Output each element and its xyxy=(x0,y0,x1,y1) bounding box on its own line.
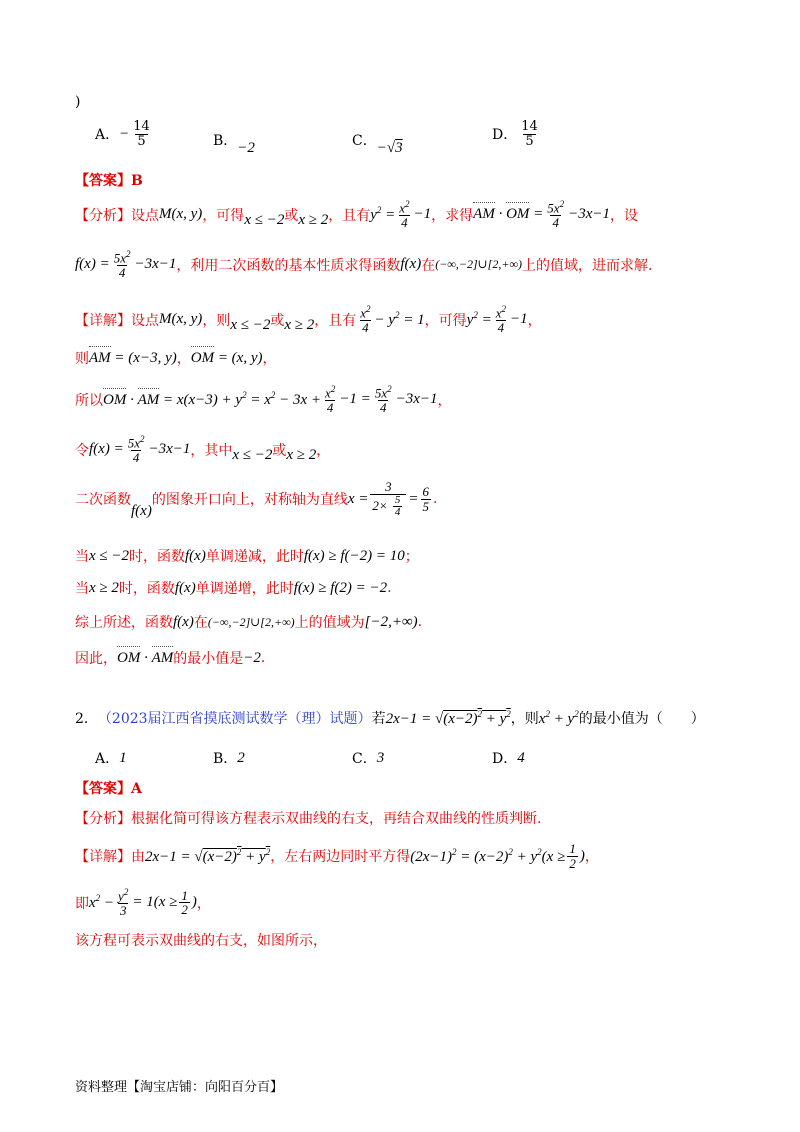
question-1-paren: ) xyxy=(75,94,81,110)
question-2-stem: 2． （2023届江西省摸底测试数学（理）试题） 若 $2x-1 = √(x-2)^2 + y^2$ ，则 $x^2 + y^2$ 的最小值为（ ） xyxy=(75,708,705,727)
q1-option-c: C． −√3 xyxy=(352,133,403,156)
q1-detail-line-8: 综上所述，函数 f(x) 在 (−∞,−2]∪[2,+∞) 上的值域为 [−2,+∞) . xyxy=(75,613,423,631)
q2-option-d: D． 4 xyxy=(492,749,525,767)
q2-option-c: C． 3 xyxy=(352,749,385,767)
q1-detail-line-7: 当 x ≥ 2 时，函数 f(x) 单调递增，此时 f(x) ≥ f(2) = −2 . xyxy=(75,579,392,597)
q1-detail-line-9: 因此， OM · AM 的最小值是 −2 . xyxy=(75,649,266,667)
q1-detail-line-1: 【详解】 设点 M(x, y) ，则 x ≤ −2 或 x ≥ 2 ，且有 $\frac{x^2}{4}$ − $y^2 = 1$ ，可得 $y^2$ = $\frac{x^2}{4}$ −1 ， xyxy=(75,304,542,335)
q1-detail-line-3: 所以 OM · AM = $x(x-3) + y^2 = x^2 - 3x$ + $\frac{x^2}{4}$ −1 = $\frac{5x^2}{4}$ −3x−1 ， xyxy=(75,384,452,415)
q1-analysis-line-1: 【分析】 设点 M(x, y) ，可得 x ≤ −2 或 x ≥ 2 ，且有 $y^2$ = $\frac{x^2}{4}$ −1 ，求得 AM · OM = $\frac{5x^2}{4}$ −3x−1 ，设 xyxy=(75,199,638,230)
footer-source: 资料整理【淘宝店铺：向阳百分百】 xyxy=(75,1080,284,1095)
q2-detail-line-1: 【详解】 由 $2x-1 = √(x-2)^2 + y^2$ ，左右两边同时平方得 $(2x-1)^2 = (x-2)^2 + y^2(x$ ≥ $\frac{1}{2}$ ) ， xyxy=(75,841,599,871)
q2-analysis: 【分析】 根据化简可得该方程表示双曲线的右支，再结合双曲线的性质判断. xyxy=(75,811,542,827)
q1-answer: 【答案】B xyxy=(75,173,143,189)
q2-detail-line-2: 即 $x^2$ − $\frac{y^2}{3}$ = 1(x ≥ $\frac{1}{2}$ ) ， xyxy=(75,887,211,918)
q1-detail-line-5: 二次函数 f(x) 的图象开口向上，对称轴为直线 x = 3 2× $\frac{5}{4}$ = $\frac{6}{5}$ . xyxy=(75,479,438,519)
q1-option-b: B． −2 xyxy=(213,133,255,156)
q2-answer: 【答案】A xyxy=(75,781,142,797)
q1-option-a: A． − $\frac{14}{5}$ xyxy=(95,119,150,149)
q1-detail-line-6: 当 x ≤ −2 时，函数 f(x) 单调递减，此时 f(x) ≥ f(−2) = 10 ； xyxy=(75,547,419,565)
q1-detail-line-4: 令 f(x) = $\frac{5x^2}{4}$ −3x−1 ，其中 x ≤ −2 或 x ≥ 2 ， xyxy=(75,434,331,465)
q2-option-a: A． 1 xyxy=(95,749,127,767)
q2-option-b: B． 2 xyxy=(213,749,245,767)
q1-option-d: D． $\frac{14}{5}$ xyxy=(492,119,538,149)
q1-detail-line-2: 则 AM = (x−3, y) ， OM = (x, y) ， xyxy=(75,349,277,367)
q1-analysis-line-2: f(x) = $\frac{5x^2}{4}$ −3x−1 ，利用二次函数的基本性质求得函数 f(x) 在 (−∞,−2]∪[2,+∞) 上的值域，进而求解. xyxy=(75,249,653,280)
q2-detail-line-3: 该方程可表示双曲线的右支，如图所示， xyxy=(75,933,327,949)
